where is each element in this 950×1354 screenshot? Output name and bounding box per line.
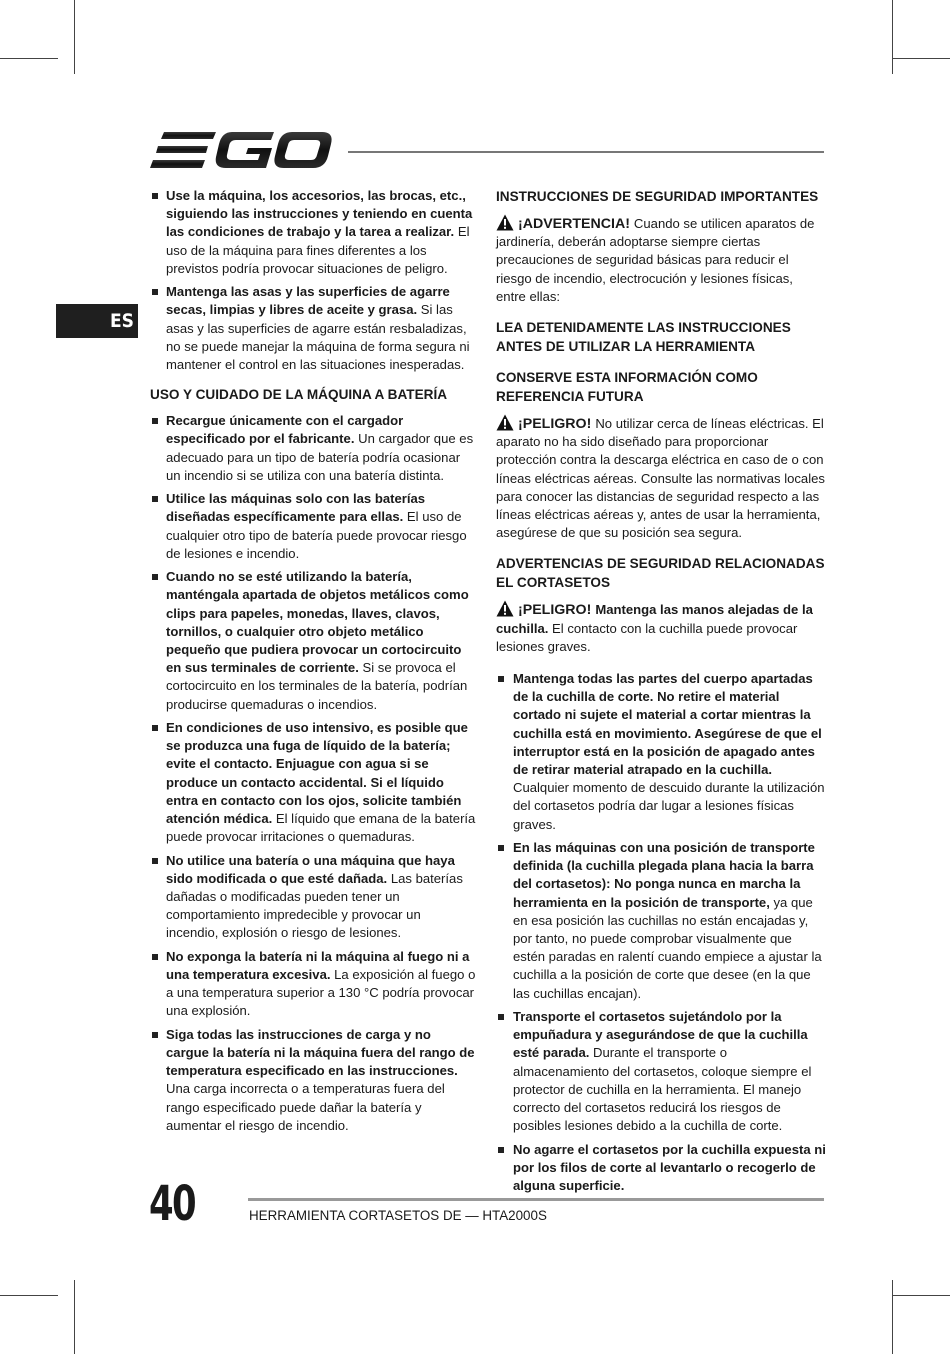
warning-block: ¡ADVERTENCIA! Cuando se utilicen aparatos de jardinería, deberán adoptarse siempre ciertas precauciones de seguridad básicas para reducir el riesgo de incendio, electrocución y lesiones físicas, entre ellas:: [496, 216, 815, 304]
crop-mark: [892, 1280, 893, 1354]
warning-triangle-icon: [496, 600, 514, 617]
danger-block: ¡PELIGRO! Mantenga las manos alejadas de la cuchilla. El contacto con la cuchilla puede provocar lesiones graves.: [496, 602, 813, 654]
section-heading: LEA DETENIDAMENTE LAS INSTRUCCIONES ANTES DE UTILIZAR LA HERRAMIENTA: [496, 320, 791, 355]
list-item: Utilice las máquinas solo con las baterías diseñadas específicamente para ellas. El uso de cualquier otro tipo de batería puede provocar riesgo de lesiones e incendio.: [150, 490, 476, 563]
list-item: Siga todas las instrucciones de carga y no cargue la batería ni la máquina fuera del rango de temperatura especificado en las instrucciones. Una carga incorrecta o a temperaturas fuera del rango especificado puede dañar la batería y aumentar el riesgo de incendio.: [150, 1026, 476, 1135]
section-heading: CONSERVE ESTA INFORMACIÓN COMO REFERENCIA FUTURA: [496, 370, 758, 405]
section-heading: INSTRUCCIONES DE SEGURIDAD IMPORTANTES: [496, 189, 819, 204]
crop-mark: [0, 58, 58, 59]
footer-rule: [248, 1198, 824, 1201]
danger-signal-word: ¡PELIGRO!: [518, 416, 592, 433]
crop-mark: [892, 1295, 950, 1296]
list-item: Use la máquina, los accesorios, las brocas, etc., siguiendo las instrucciones y teniendo en cuenta las condiciones de trabajo y la tarea a realizar. El uso de la máquina para fines diferentes a los previstos podría provocar situaciones de peligro.: [150, 187, 476, 278]
list-item: Transporte el cortasetos sujetándolo por la empuñadura y asegurándose de que la cuchilla esté parada. Durante el transporte o almacenamiento del cortasetos, coloque siempre el protector de cuchilla en la herramienta. El manejo correcto del cortasetos reducirá los riesgos de posibles lesiones debido a la cuchilla de corte.: [496, 1008, 826, 1135]
crop-mark: [74, 0, 75, 74]
list-item: Cuando no se esté utilizando la batería, manténgala apartada de objetos metálicos como clips para papeles, monedas, llaves, clavos, tornillos, o cualquier otro objeto metálico pequeño que pudiera provocar un cortocircuito en sus terminales de corriente. Si se provoca el cortocircuito en los terminales de la batería, podrían producirse quemaduras o incendios.: [150, 568, 476, 714]
warning-triangle-icon: [496, 214, 514, 231]
trimmer-list: [496, 670, 826, 1195]
right-column: [496, 187, 826, 1200]
list-item: Mantenga todas las partes del cuerpo apartadas de la cuchilla de corte. No retire el material cortado ni sujete el material a cortar mientras la cuchilla está en movimiento. Asegúrese de que el interruptor está en la posición de apagado antes de retirar material atrapado en la cuchilla. Cualquier momento de descuido durante la utilización del cortasetos podría dar lugar a lesiones físicas graves.: [496, 670, 826, 834]
section-heading: USO Y CUIDADO DE LA MÁQUINA A BATERÍA: [150, 387, 448, 403]
crop-mark: [892, 58, 950, 59]
list-item: En las máquinas con una posición de transporte definida (la cuchilla plegada plana hacia la barra del cortasetos): No ponga nunca en marcha la herramienta en la posición de transporte, ya que en esa posición las cuchillas no están encajadas y, por tanto, no puede comprobar visualmente que estén paradas en ralentí cuando empiece a ajustar la cuchilla a la posición de corte que desee (en la que las cuchillas encajan).: [496, 839, 826, 1003]
list-item: No agarre el cortasetos por la cuchilla expuesta ni por los filos de corte al levantarlo o recogerlo de alguna superficie.: [496, 1141, 826, 1196]
crop-mark: [74, 1280, 75, 1354]
warning-signal-word: ¡ADVERTENCIA!: [518, 216, 630, 232]
danger-signal-word: ¡PELIGRO!: [518, 602, 592, 619]
list-item: Mantenga las asas y las superficies de agarre secas, limpias y libres de aceite y grasa. Si las asas y las superficies de agarre están resbaladizas, no se puede manejar la máquina de forma segura ni mantener el control en las situaciones inesperadas.: [150, 283, 476, 374]
intro-list: [150, 187, 476, 374]
language-tab: ES: [56, 304, 138, 338]
page-number: 40: [149, 1176, 195, 1232]
list-item: No utilice una batería o una máquina que haya sido modificada o que esté dañada. Las baterías dañadas o modificadas pueden tener un comportamiento impredecible y provocar un incendio, explosión o riesgo de lesiones.: [150, 852, 476, 943]
list-item: En condiciones de uso intensivo, es posible que se produzca una fuga de líquido de la batería; evite el contacto. Enjuague con agua si se produce un contacto accidental. Si el líquido entra en contacto con los ojos, solicite también atención médica. El líquido que emana de la batería puede provocar irritaciones o quemaduras.: [150, 719, 476, 846]
crop-mark: [892, 0, 893, 74]
left-column: [150, 187, 476, 1140]
section-heading: ADVERTENCIAS DE SEGURIDAD RELACIONADAS EL CORTASETOS: [496, 556, 825, 591]
crop-mark: [0, 1295, 58, 1296]
list-item: No exponga la batería ni la máquina al fuego ni a una temperatura excesiva. La exposición al fuego o a una temperatura superior a 130 °C podría provocar una explosión.: [150, 948, 476, 1021]
ego-logo: [150, 128, 332, 172]
warning-triangle-icon: [496, 414, 514, 431]
footer-title: HERRAMIENTA CORTASETOS DE — HTA2000S: [249, 1208, 547, 1223]
header-rule: [348, 151, 824, 153]
battery-list: [150, 412, 476, 1135]
list-item: Recargue únicamente con el cargador especificado por el fabricante. Un cargador que es adecuado para un tipo de batería podría ocasionar un incendio si se utiliza con una batería distinta.: [150, 412, 476, 485]
danger-block: ¡PELIGRO! No utilizar cerca de líneas eléctricas. El aparato no ha sido diseñado para proporcionar protección contra la descarga eléctrica en caso de o con líneas eléctricas aéreas. Consulte las normativas locales para conocer las distancias de seguridad respecto a las líneas eléctricas aéreas y, antes de usar la herramienta, asegúrese de que su posición sea segura.: [496, 416, 825, 541]
